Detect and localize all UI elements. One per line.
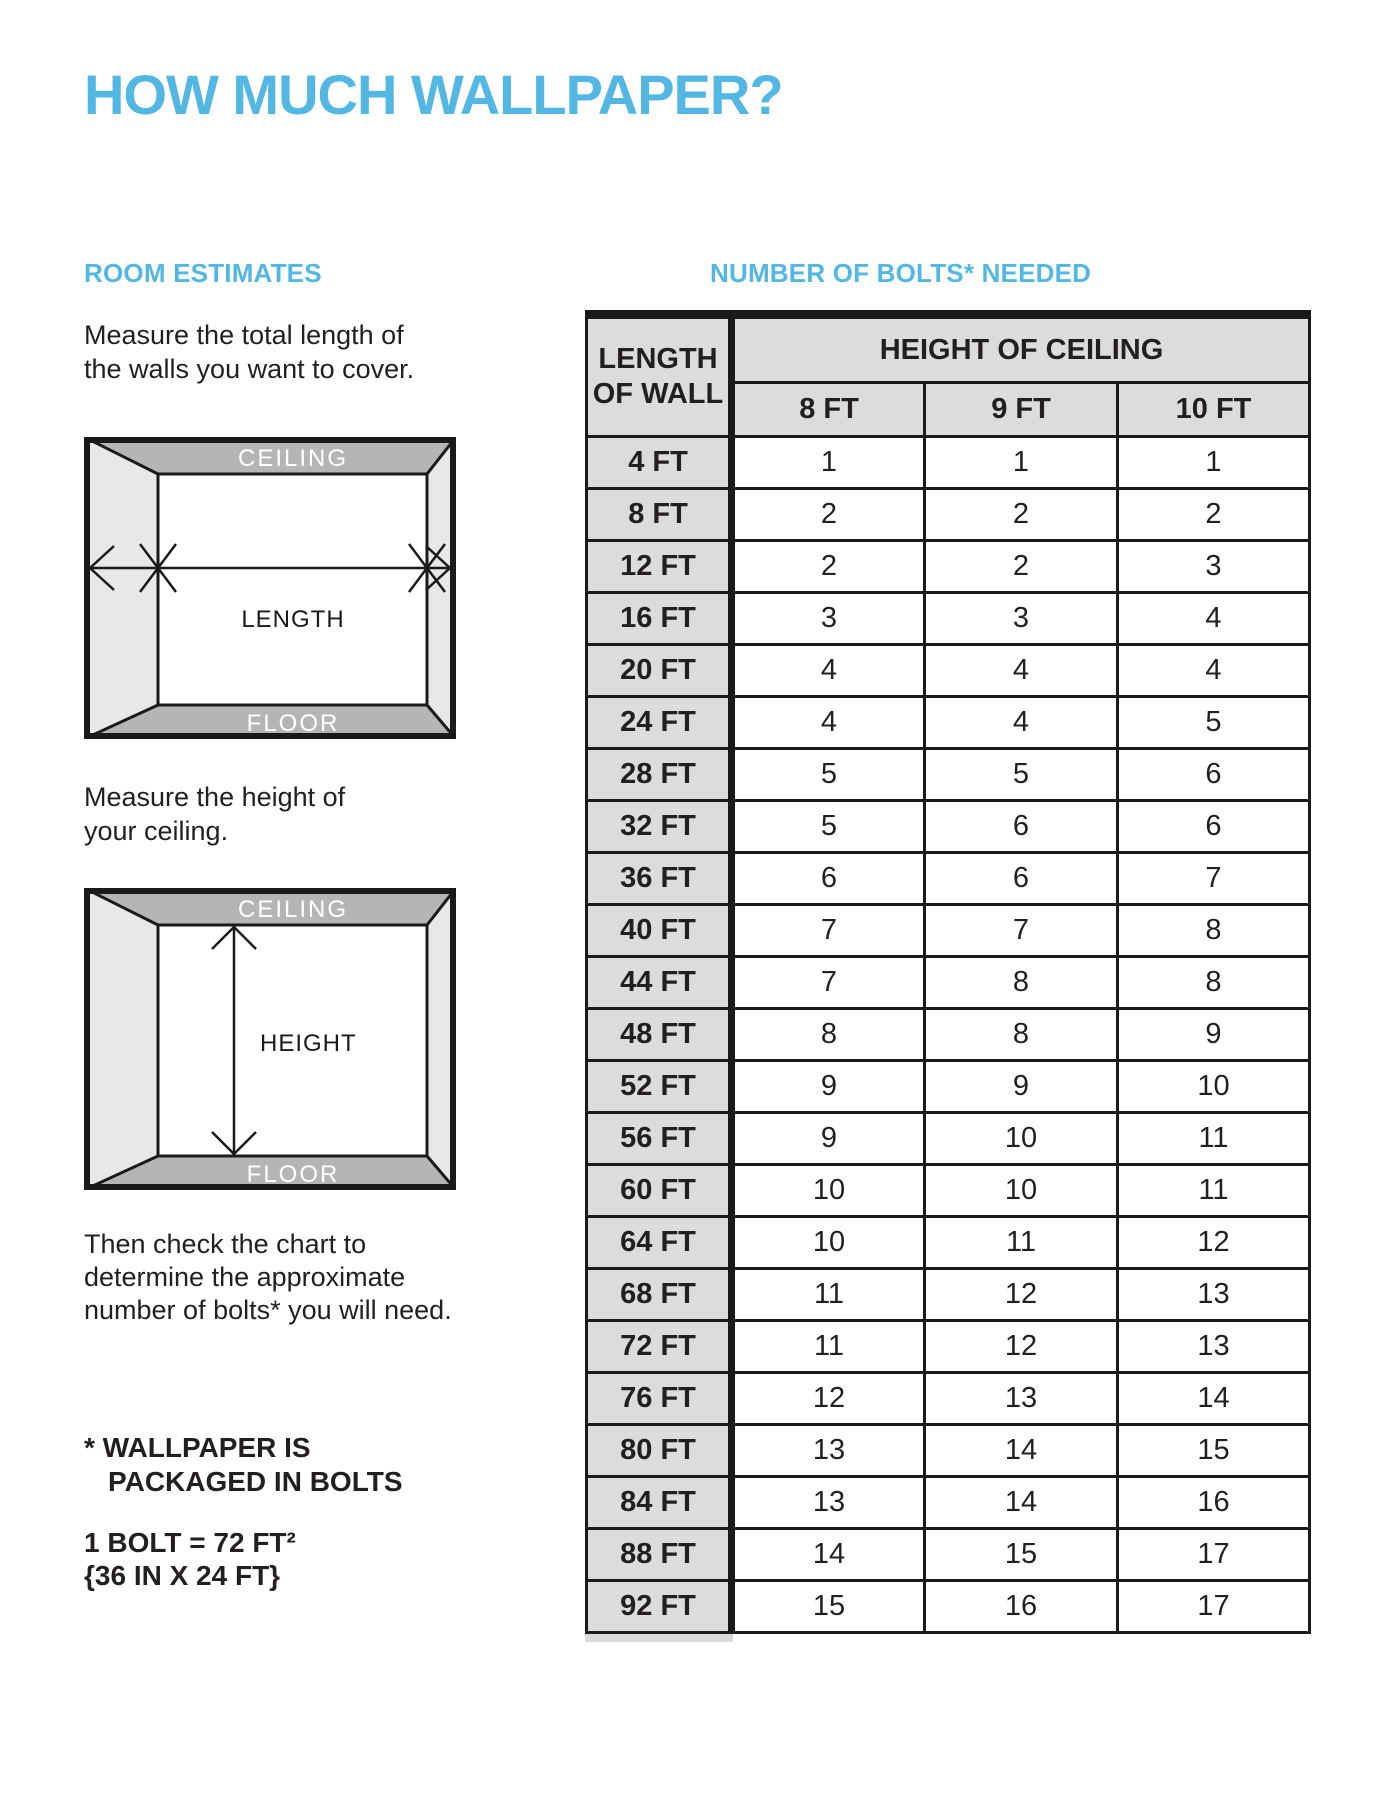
wall-length-cell: 56 FT	[587, 1113, 732, 1165]
table-row	[587, 645, 1310, 697]
bolt-count-cell: 8	[925, 1009, 1118, 1061]
height-of-ceiling-header: HEIGHT OF CEILING	[732, 315, 1310, 383]
bolt-count-cell: 3	[732, 593, 925, 645]
table-row	[587, 1477, 1310, 1529]
bolt-count-cell: 9	[1118, 1009, 1310, 1061]
bolt-count-cell: 5	[1118, 697, 1310, 749]
bolt-count-cell: 12	[1118, 1217, 1310, 1269]
floor-label: FLOOR	[246, 710, 340, 737]
bolt-count-cell: 7	[925, 905, 1118, 957]
step3-line3: number of bolts* you will need.	[84, 1295, 452, 1325]
bolt-count-cell: 9	[732, 1061, 925, 1113]
bolt-count-cell: 14	[925, 1425, 1118, 1477]
bolt-count-cell: 2	[925, 489, 1118, 541]
bolt-count-cell: 6	[1118, 749, 1310, 801]
wall-length-cell: 4 FT	[587, 437, 732, 489]
wall-length-cell: 24 FT	[587, 697, 732, 749]
bolt-count-cell: 7	[732, 957, 925, 1009]
left-wall	[84, 437, 158, 739]
bolt-count-cell: 17	[1118, 1529, 1310, 1581]
bolt-count-cell: 10	[1118, 1061, 1310, 1113]
bolt-count-cell: 12	[732, 1373, 925, 1425]
floor-label: FLOOR	[246, 1161, 340, 1188]
bolt-count-cell: 1	[925, 437, 1118, 489]
bolt-count-cell: 11	[925, 1217, 1118, 1269]
bolt-count-cell: 14	[1118, 1373, 1310, 1425]
wall-length-cell: 68 FT	[587, 1269, 732, 1321]
bolt-count-cell: 6	[732, 853, 925, 905]
bolt-count-cell: 10	[732, 1165, 925, 1217]
bolt-footnote	[84, 1431, 403, 1499]
bolt-count-cell: 1	[1118, 437, 1310, 489]
table-row	[587, 1269, 1310, 1321]
wall-length-cell: 88 FT	[587, 1529, 732, 1581]
step3-text	[84, 1228, 452, 1327]
table-row	[587, 905, 1310, 957]
bolt-table	[585, 310, 1308, 1642]
bolt-count-cell: 4	[1118, 593, 1310, 645]
bolt-count-cell: 13	[1118, 1269, 1310, 1321]
bolt-count-cell: 13	[925, 1373, 1118, 1425]
footnote-line1: * WALLPAPER IS	[84, 1432, 311, 1463]
wall-length-cell: 64 FT	[587, 1217, 732, 1269]
table-row	[587, 957, 1310, 1009]
wall-length-cell: 92 FT	[587, 1581, 732, 1633]
table-row	[587, 437, 1310, 489]
step2-text	[84, 780, 345, 848]
step3-line2: determine the approximate	[84, 1262, 406, 1292]
bolt-count-cell: 10	[925, 1113, 1118, 1165]
bolt-count-cell: 8	[925, 957, 1118, 1009]
table-row	[587, 1529, 1310, 1581]
length-measure-label: LENGTH	[241, 606, 345, 633]
wall-length-cell: 16 FT	[587, 593, 732, 645]
bolt-count-cell: 4	[732, 697, 925, 749]
bolt-count-cell: 8	[1118, 957, 1310, 1009]
wall-length-cell: 12 FT	[587, 541, 732, 593]
wall-length-cell: 84 FT	[587, 1477, 732, 1529]
bolt-count-cell: 2	[1118, 489, 1310, 541]
room-length-diagram	[84, 437, 456, 739]
bolt-count-cell: 4	[925, 645, 1118, 697]
bolt-lookup-table	[585, 310, 1311, 1634]
bolt-count-cell: 1	[732, 437, 925, 489]
table-row	[587, 541, 1310, 593]
bolt-count-cell: 5	[732, 801, 925, 853]
wall-length-cell: 72 FT	[587, 1321, 732, 1373]
wall-length-cell: 36 FT	[587, 853, 732, 905]
table-row	[587, 1165, 1310, 1217]
wall-length-cell: 44 FT	[587, 957, 732, 1009]
bolt-count-cell: 9	[732, 1113, 925, 1165]
table-row	[587, 1373, 1310, 1425]
bolt-equation: 1 BOLT = 72 FT²	[84, 1527, 296, 1558]
ceiling-label: CEILING	[237, 896, 349, 923]
length-of-wall-header: LENGTH OF WALL	[587, 315, 732, 437]
room-height-diagram-svg	[84, 888, 456, 1190]
room-length-diagram-svg	[84, 437, 456, 739]
bolt-table-body	[587, 437, 1310, 1633]
bolt-count-cell: 8	[1118, 905, 1310, 957]
wall-length-cell: 20 FT	[587, 645, 732, 697]
bolt-count-cell: 2	[925, 541, 1118, 593]
wall-length-cell: 48 FT	[587, 1009, 732, 1061]
step1-line1: Measure the total length of	[84, 320, 404, 350]
table-row	[587, 697, 1310, 749]
wall-length-cell: 8 FT	[587, 489, 732, 541]
wall-length-cell: 76 FT	[587, 1373, 732, 1425]
bolt-count-cell: 8	[732, 1009, 925, 1061]
bolt-count-cell: 4	[1118, 645, 1310, 697]
table-row	[587, 853, 1310, 905]
bolt-count-cell: 3	[925, 593, 1118, 645]
bolt-count-cell: 11	[1118, 1113, 1310, 1165]
table-row	[587, 593, 1310, 645]
bolt-count-cell: 11	[732, 1321, 925, 1373]
bolt-count-cell: 12	[925, 1269, 1118, 1321]
bolt-count-cell: 14	[732, 1529, 925, 1581]
column-header-8ft: 8 FT	[732, 383, 925, 437]
table-row	[587, 1061, 1310, 1113]
step2-line2: your ceiling.	[84, 816, 229, 846]
bolt-count-cell: 10	[925, 1165, 1118, 1217]
table-row	[587, 749, 1310, 801]
bolt-count-cell: 9	[925, 1061, 1118, 1113]
bolt-count-cell: 13	[1118, 1321, 1310, 1373]
bolt-count-cell: 14	[925, 1477, 1118, 1529]
bolt-count-cell: 6	[1118, 801, 1310, 853]
bolt-count-cell: 10	[732, 1217, 925, 1269]
wall-length-cell: 60 FT	[587, 1165, 732, 1217]
left-wall	[84, 888, 158, 1190]
bolt-count-cell: 4	[925, 697, 1118, 749]
table-row	[587, 1113, 1310, 1165]
bolt-table-header	[587, 315, 1310, 437]
table-row	[587, 1425, 1310, 1477]
bolts-needed-heading: NUMBER OF BOLTS* NEEDED	[710, 258, 1092, 288]
ceiling-label: CEILING	[237, 445, 349, 472]
bolt-count-cell: 7	[1118, 853, 1310, 905]
table-row	[587, 1009, 1310, 1061]
step3-line1: Then check the chart to	[84, 1229, 367, 1259]
bolt-count-cell: 16	[925, 1581, 1118, 1633]
wall-length-cell: 40 FT	[587, 905, 732, 957]
column-header-9ft: 9 FT	[925, 383, 1118, 437]
step1-line2: the walls you want to cover.	[84, 354, 415, 384]
table-row	[587, 1581, 1310, 1633]
table-shadow-strip	[585, 1634, 733, 1642]
bolt-count-cell: 5	[732, 749, 925, 801]
wall-length-cell: 32 FT	[587, 801, 732, 853]
back-wall	[158, 474, 427, 705]
table-row	[587, 1217, 1310, 1269]
room-estimates-heading: ROOM ESTIMATES	[84, 258, 322, 288]
bolt-count-cell: 13	[732, 1477, 925, 1529]
bolt-count-cell: 3	[1118, 541, 1310, 593]
wall-length-cell: 52 FT	[587, 1061, 732, 1113]
table-row	[587, 801, 1310, 853]
bolt-count-cell: 16	[1118, 1477, 1310, 1529]
bolt-count-cell: 17	[1118, 1581, 1310, 1633]
table-row	[587, 489, 1310, 541]
wall-length-cell: 80 FT	[587, 1425, 732, 1477]
bolt-dimensions: {36 IN X 24 FT}	[84, 1560, 281, 1591]
bolt-count-cell: 15	[1118, 1425, 1310, 1477]
bolt-count-cell: 13	[732, 1425, 925, 1477]
bolt-count-cell: 2	[732, 489, 925, 541]
footnote-line2: PACKAGED IN BOLTS	[108, 1466, 403, 1497]
height-measure-label: HEIGHT	[260, 1030, 357, 1057]
wall-length-cell: 28 FT	[587, 749, 732, 801]
bolt-count-cell: 15	[732, 1581, 925, 1633]
page-title: HOW MUCH WALLPAPER?	[84, 63, 783, 126]
bolt-count-cell: 6	[925, 801, 1118, 853]
bolt-count-cell: 11	[1118, 1165, 1310, 1217]
bolt-count-cell: 6	[925, 853, 1118, 905]
column-header-10ft: 10 FT	[1118, 383, 1310, 437]
bolt-count-cell: 15	[925, 1529, 1118, 1581]
step2-line1: Measure the height of	[84, 782, 346, 812]
room-height-diagram	[84, 888, 456, 1190]
bolt-count-cell: 4	[732, 645, 925, 697]
table-row	[587, 1321, 1310, 1373]
bolt-info	[84, 1526, 296, 1592]
step1-text	[84, 318, 414, 386]
bolt-count-cell: 12	[925, 1321, 1118, 1373]
bolt-count-cell: 5	[925, 749, 1118, 801]
bolt-count-cell: 11	[732, 1269, 925, 1321]
bolt-count-cell: 7	[732, 905, 925, 957]
bolt-count-cell: 2	[732, 541, 925, 593]
